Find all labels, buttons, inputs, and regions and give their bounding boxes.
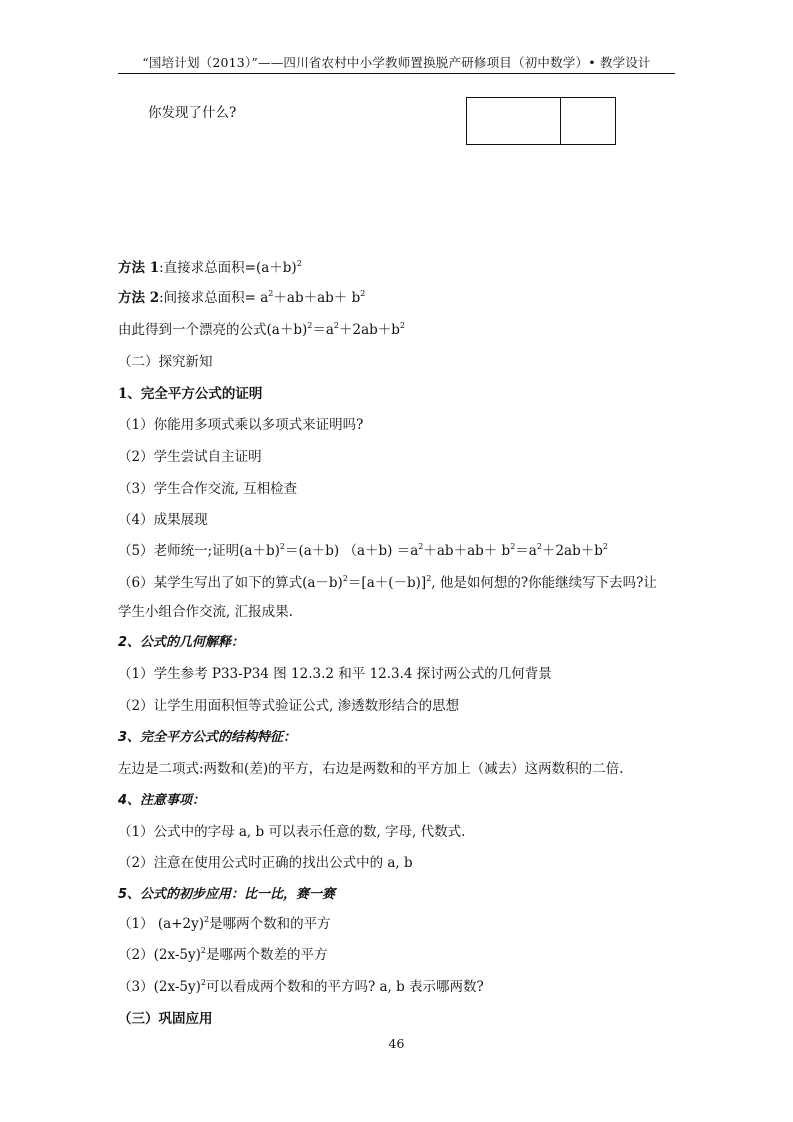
q5-d: ＝a (515, 543, 537, 559)
section-2-title: （二）探究新知 (118, 354, 213, 370)
part-5-title: 5、公式的初步应用：比一比，赛一赛 (118, 887, 336, 902)
part-5-l2 (118, 946, 327, 964)
sup: 2 (333, 321, 339, 330)
method-1 (118, 259, 302, 277)
part-5-l3 (118, 978, 484, 996)
formula-conclusion (118, 321, 405, 339)
part-4-title: 4、注意事项： (118, 793, 206, 808)
part-1-q6-line2: 学生小组合作交流, 汇报成果. (118, 604, 293, 620)
part-4-l1: （1）公式中的字母 a, b 可以表示任意的数, 字母, 代数式. (118, 824, 466, 840)
p5-l3-a: （3）(2x-5y) (118, 979, 201, 995)
page-number: 46 (388, 1036, 405, 1051)
part-1-q6 (118, 574, 657, 592)
q6-b: ＝[a＋(－b)] (347, 575, 427, 591)
q5-c: ＋ab＋ab＋ b (423, 543, 511, 559)
q5-a: （5）老师统一;证明(a＋b) (118, 543, 280, 559)
sup: 2 (510, 542, 516, 551)
part-5-l1 (118, 915, 331, 933)
q5-e: ＋2ab＋b (541, 543, 603, 559)
part-2-title: 2、公式的几何解释： (118, 635, 245, 650)
part-1-title: 1、完全平方公式的证明 (118, 386, 263, 402)
part-1-q2: （2）学生尝试自主证明 (118, 449, 262, 465)
method-2-text: :间接求总面积= a (159, 290, 269, 306)
sup: 2 (360, 289, 366, 298)
conclusion-b: ＝a (312, 322, 334, 338)
sup: 2 (204, 915, 210, 924)
part-4-l2: （2）注意在使用公式时正确的找出公式中的 a, b (118, 855, 413, 871)
p5-l3-b: 可以看成两个数和的平方吗? a, b 表示哪两数? (205, 979, 484, 995)
sup: 2 (426, 574, 432, 583)
sup: 2 (307, 321, 313, 330)
square-figure-right (560, 97, 616, 145)
part-2-l2: （2）让学生用面积恒等式验证公式, 渗透数形结合的思想 (118, 698, 460, 714)
sup: 2 (200, 978, 206, 987)
part-3-l1: 左边是二项式:两数和(差)的平方，右边是两数和的平方加上（减去）这两数积的二倍. (118, 761, 624, 777)
part-1-q1: （1）你能用多项式乘以多项式来证明吗? (118, 417, 364, 433)
method-2 (118, 289, 365, 307)
header-rule (118, 73, 675, 74)
sup: 2 (399, 321, 405, 330)
sup: 2 (200, 946, 206, 955)
p5-l1-a: （1） (a+2y) (118, 916, 204, 932)
sup: 2 (342, 574, 348, 583)
method-2-label: 方法 2 (118, 290, 160, 306)
part-1-q3: （3）学生合作交流, 互相检查 (118, 481, 298, 497)
conclusion-c: ＋2ab＋b (338, 322, 400, 338)
q6-a: （6）某学生写出了如下的算式(a－b) (118, 575, 343, 591)
p5-l2-a: （2）(2x-5y) (118, 947, 201, 963)
part-1-q5 (118, 542, 608, 560)
sup: 2 (418, 542, 424, 551)
p5-l1-b: 是哪两个数和的平方 (209, 916, 331, 932)
sup: 2 (602, 542, 608, 551)
sup: 2 (536, 542, 542, 551)
page-header: “国培计划（2013）”——四川省农村中小学教师置换脱产研修项目（初中数学）• 教学设计 (142, 55, 651, 70)
sup: 2 (268, 289, 274, 298)
q6-c: , 他是如何想的?你能继续写下去吗?让 (431, 575, 657, 591)
method-1-label: 方法 1 (118, 260, 160, 276)
section-3-title: （三）巩固应用 (118, 1011, 213, 1027)
sup: 2 (279, 542, 285, 551)
square-figure-left (466, 97, 561, 145)
sup: 2 (296, 259, 302, 268)
conclusion-a: 由此得到一个漂亮的公式(a＋b) (118, 322, 308, 338)
part-3-title: 3、完全平方公式的结构特征： (118, 730, 297, 745)
question-text: 你发现了什么? (148, 105, 237, 121)
q5-b: ＝(a＋b) （a＋b) ＝a (284, 543, 419, 559)
method-1-text: :直接求总面积=(a＋b) (159, 260, 297, 276)
part-2-l1: （1）学生参考 P33-P34 图 12.3.2 和平 12.3.4 探讨两公式的几何背景 (118, 666, 552, 682)
part-1-q4: （4）成果展现 (118, 512, 208, 528)
p5-l2-b: 是哪两个数差的平方 (205, 947, 328, 963)
method-2-mid: ＋ab＋ab＋ b (273, 290, 361, 306)
